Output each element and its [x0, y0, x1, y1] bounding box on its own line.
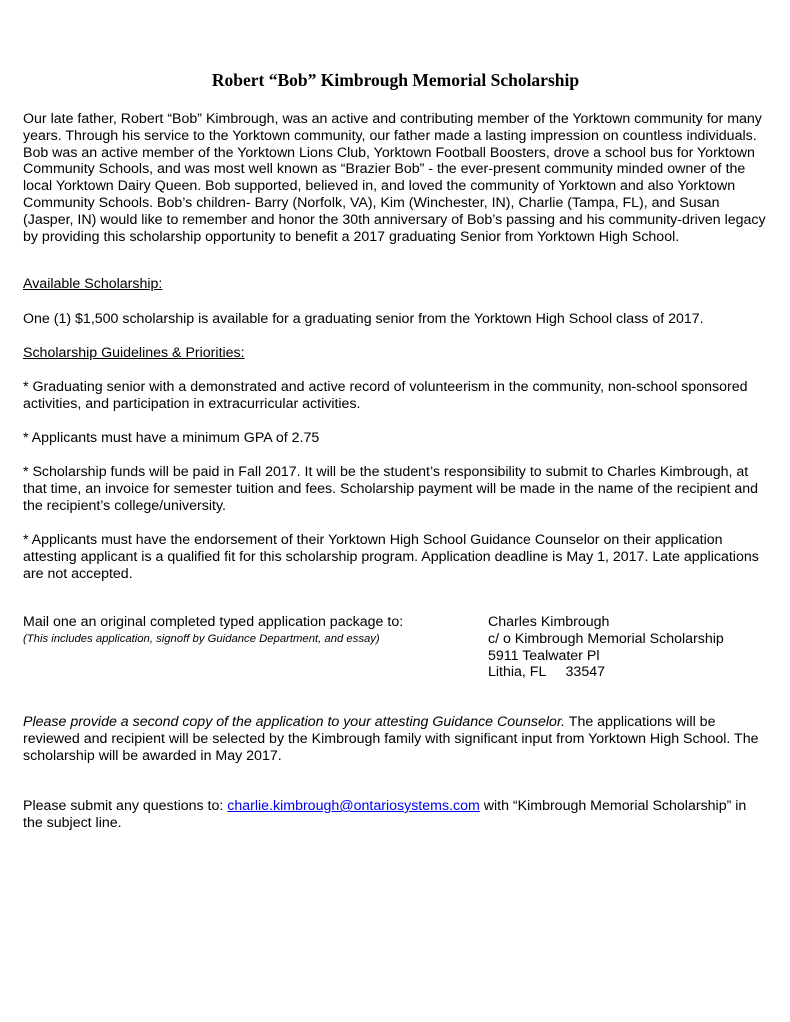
mail-note: (This includes application, signoff by Guidance Department, and essay)	[23, 632, 380, 645]
guideline-item: * Scholarship funds will be paid in Fall 2017. It will be the student’s responsibility to submit to Charles Kimbrough, at that time, an invoice for semester tuition and fees. Scholarship payment will be made in the name of the recipient and the recipient’s college/university.	[23, 464, 758, 514]
mail-instruction-text: Mail one an original completed typed application package to:	[23, 614, 404, 630]
address-city-state-zip: Lithia, FL 33547	[488, 664, 605, 681]
address-care-of: c/ o Kimbrough Memorial Scholarship	[488, 630, 724, 647]
available-scholarship-text: One (1) $1,500 scholarship is available for a graduating senior from the Yorktown High School class of 2017.	[23, 311, 704, 327]
second-copy-rest: The applications will be reviewed and recipient will be selected by the Kimbrough family with significant input from Yorktown High School. The scholarship will be awarded in May 2017.	[23, 714, 759, 764]
contact-email-link[interactable]: charlie.kimbrough@ontariosystems.com	[227, 798, 480, 814]
guidelines-heading: Scholarship Guidelines & Priorities:	[23, 345, 245, 361]
questions-paragraph	[23, 798, 768, 832]
guideline-item: * Applicants must have the endorsement of their Yorktown High School Guidance Counselor on their application attesting applicant is a qualified fit for this scholarship program. Application deadline is May 1, 2017. Late applications are not accepted.	[23, 532, 759, 582]
intro-paragraph: Our late father, Robert “Bob” Kimbrough, was an active and contributing member of the Yorktown community for many years. Through his service to the Yorktown community, our father made a lasting impression on countless individuals. Bob was an active member of the Yorktown Lions Club, Yorktown Football Boosters, drove a school bus for Yorktown Community Schools, and was most well known as “Brazier Bob” - the ever-present community minded owner of the local Yorktown Dairy Queen. Bob supported, believed in, and loved the community of Yorktown and also Yorktown Community Schools. Bob’s children- Barry (Norfolk, VA), Kim (Winchester, IN), Charlie (Tampa, FL), and Susan (Jasper, IN) would like to remember and honor the 30th anniversary of Bob’s passing and his community-driven legacy by providing this scholarship opportunity to benefit a 2017 graduating Senior from Yorktown High School.	[23, 111, 766, 245]
page-title: Robert “Bob” Kimbrough Memorial Scholarship	[211, 70, 580, 90]
address-street: 5911 Tealwater Pl	[488, 647, 600, 664]
available-scholarship-heading: Available Scholarship:	[23, 276, 163, 292]
guideline-item: * Graduating senior with a demonstrated and active record of volunteerism in the community, non-school sponsored activities, and participation in extracurricular activities.	[23, 379, 748, 412]
questions-suffix: with “Kimbrough Memorial Scholarship” in the subject line.	[23, 798, 747, 831]
address-name: Charles Kimbrough	[488, 614, 610, 630]
mailing-address	[488, 614, 768, 681]
second-copy-italic: Please provide a second copy of the application to your attesting Guidance Counselor.	[23, 714, 566, 730]
mail-instructions	[23, 614, 473, 646]
questions-prefix: Please submit any questions to:	[23, 798, 228, 814]
second-copy-paragraph	[23, 714, 768, 764]
guideline-item: * Applicants must have a minimum GPA of 2.75	[23, 430, 320, 446]
